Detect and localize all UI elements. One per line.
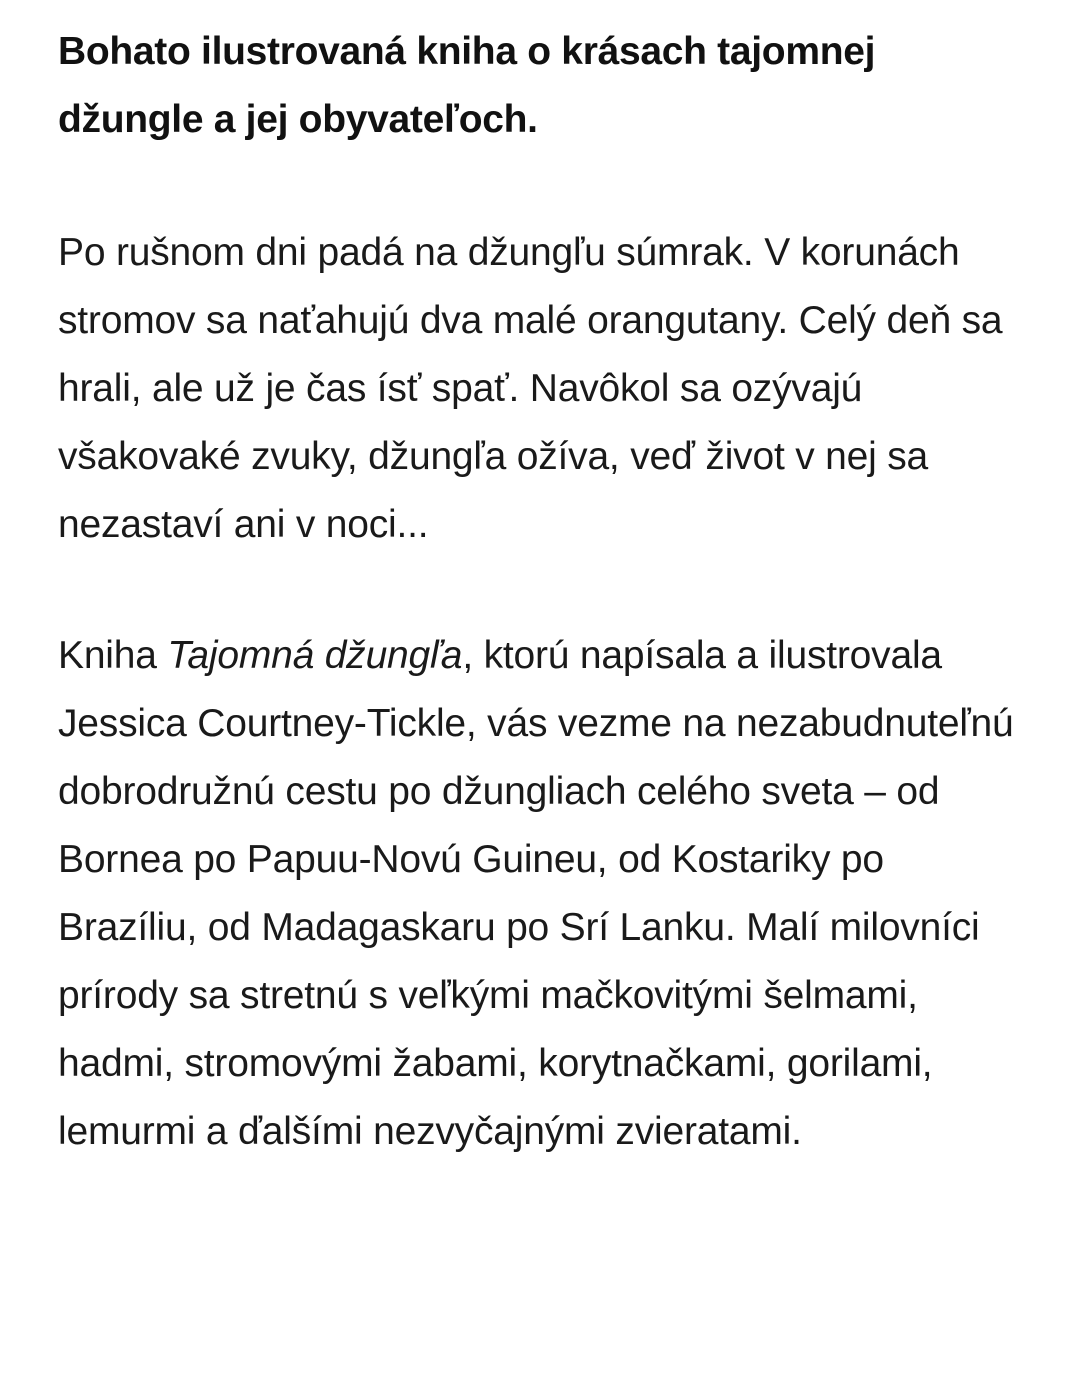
paragraph-2-body: , ktorú napísala a ilustrovala Jessica Courtney-Tickle, vás vezme na nezabudnuteľnú dobrodružnú cestu po džungliach celého sveta – od Bornea po Papuu-Novú Guineu, od Kostariky po Brazíliu, od Madagaskaru po Srí Lanku. Malí milovníci prírody sa stretnú s veľkými mačkovitými šelmami, hadmi, stromovými žabami, korytnačkami, gorilami, lemurmi a ďalšími nezvyčajnými zvieratami. xyxy=(58,634,1014,1153)
article-paragraph-2 xyxy=(58,622,1018,1166)
article-paragraph-1: Po rušnom dni padá na džungľu súmrak. V korunách stromov sa naťahujú dva malé orangutany. Celý deň sa hrali, ale už je čas ísť spať. Navôkol sa ozývajú všakovaké zvuky, džungľa ožíva, veď život v nej sa nezastaví ani v noci... xyxy=(58,231,1003,546)
book-title: Tajomná džungľa xyxy=(167,634,463,677)
paragraph-2-intro: Kniha xyxy=(58,634,168,677)
article-lead: Bohato ilustrovaná kniha o krásach tajomnej džungle a jej obyvateľoch. xyxy=(58,30,876,141)
article-body xyxy=(58,18,1018,1166)
